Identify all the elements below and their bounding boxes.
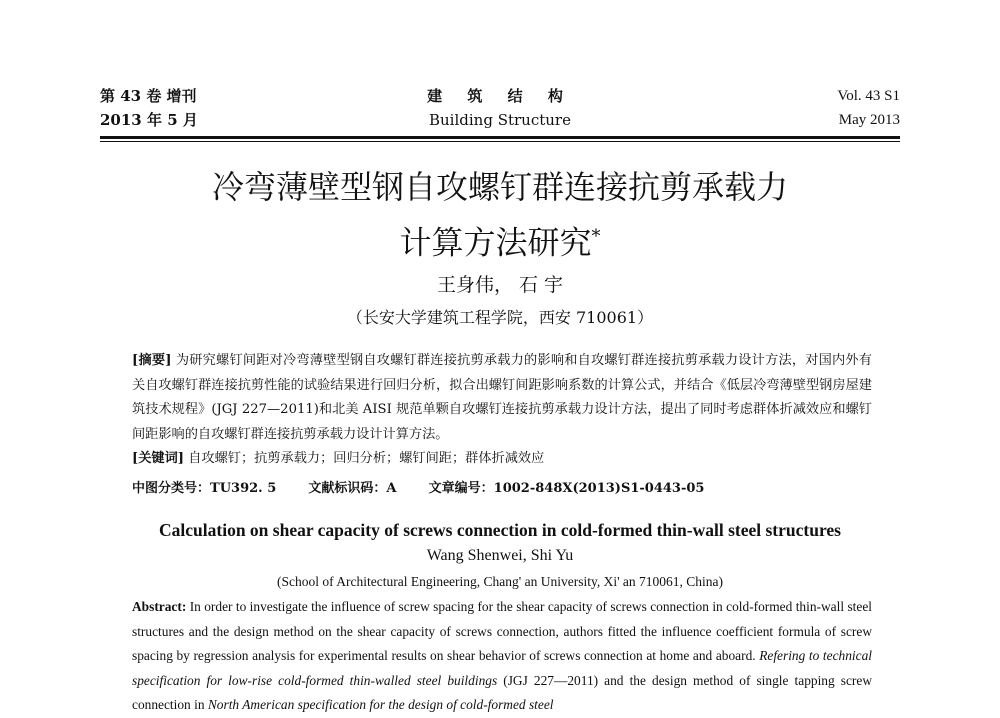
article-value: 1002-848X(2013)S1-0443-05 — [493, 481, 705, 496]
abstract-cn-label: [摘要] — [132, 353, 172, 368]
abstract-cn — [132, 349, 872, 472]
paper-title — [100, 162, 900, 268]
clc-code — [132, 481, 276, 496]
abstract-en — [132, 595, 872, 718]
header-date: 2013 年 5 月 — [100, 111, 198, 129]
authors: 王身伟， 石 宇 — [436, 274, 564, 296]
header-rule — [100, 136, 900, 142]
abstract-en-italic1: Refering to technical specification for low-rise cold-formed thin-walled steel buildings — [132, 648, 872, 688]
doc-label: 文献标识码： — [308, 481, 387, 496]
journal-name-cn: 建 筑 结 构 — [427, 87, 573, 105]
article-number — [429, 481, 705, 496]
keywords-label: [关键词] — [132, 451, 185, 467]
header-journal — [400, 84, 600, 132]
english-title: Calculation on shear capacity of screws connection in cold-formed thin-wall steel structures — [159, 520, 841, 540]
keywords-text: 自攻螺钉；抗剪承载力；回归分析；螺钉间距；群体折减效应 — [188, 451, 545, 467]
doc-code — [308, 481, 396, 496]
header-issue-info — [100, 84, 198, 132]
journal-name-en: Building Structure — [429, 111, 571, 129]
abstract-en-label: Abstract: — [132, 599, 187, 614]
abstract-en-part1: In order to investigate the influence of screw spacing for the shear capacity of screws connection in cold-formed thin-wall steel structures and the design method on the shear capacity of screws connection, authors fitted the influence coefficient formula of screw spacing by regression analysis for experimental results on shear behavior of screws connection at home and aboard. — [132, 599, 872, 663]
title-line-1: 冷弯薄壁型钢自攻螺钉群连接抗剪承载力 — [211, 168, 788, 206]
title-line-2 — [100, 212, 900, 268]
abstract-en-part2: (JGJ 227—2011) and the design method of single tapping screw connection in — [132, 672, 872, 712]
header-vol-number: Vol. 43 S1 — [837, 88, 900, 104]
clc-label: 中图分类号： — [132, 481, 211, 496]
classification-line — [132, 477, 872, 501]
doc-value: A — [386, 481, 397, 496]
affiliation: （长安大学建筑工程学院，西安 710061） — [346, 308, 654, 327]
english-affiliation: (School of Architectural Engineering, Chang' an University, Xi' an 710061, China) — [276, 574, 723, 589]
title-footnote-mark: * — [591, 226, 601, 247]
abstract-en-italic2: North American specification for the design of cold-formed steel — [207, 697, 554, 712]
english-authors: Wang Shenwei, Shi Yu — [426, 547, 574, 564]
header-month-year: May 2013 — [838, 112, 900, 128]
abstract-cn-text: 为研究螺钉间距对冷弯薄壁型钢自攻螺钉群连接抗剪承载力的影响和自攻螺钉群连接抗剪承载力设计方法，对国内外有关自攻螺钉群连接抗剪性能的试验结果进行回归分析，拟合出螺钉间距影响系数的计算公式，并结合《低层冷弯薄壁型钢房屋建筑技术规程》(JGJ 227—2011)和北美 AISI 规范单颗自攻螺钉连接抗剪承载力设计方法，提出了同时考虑群体折减效应和螺钉间距影响的自攻螺钉群连接抗剪承载力设计计算方法。 — [132, 353, 872, 442]
header-volume: 第 43 卷 增刊 — [100, 87, 197, 105]
header-volume-en — [837, 84, 900, 132]
title-line-2-text: 计算方法研究 — [399, 223, 592, 262]
clc-value: TU392. 5 — [210, 481, 277, 496]
article-label: 文章编号： — [428, 481, 494, 496]
